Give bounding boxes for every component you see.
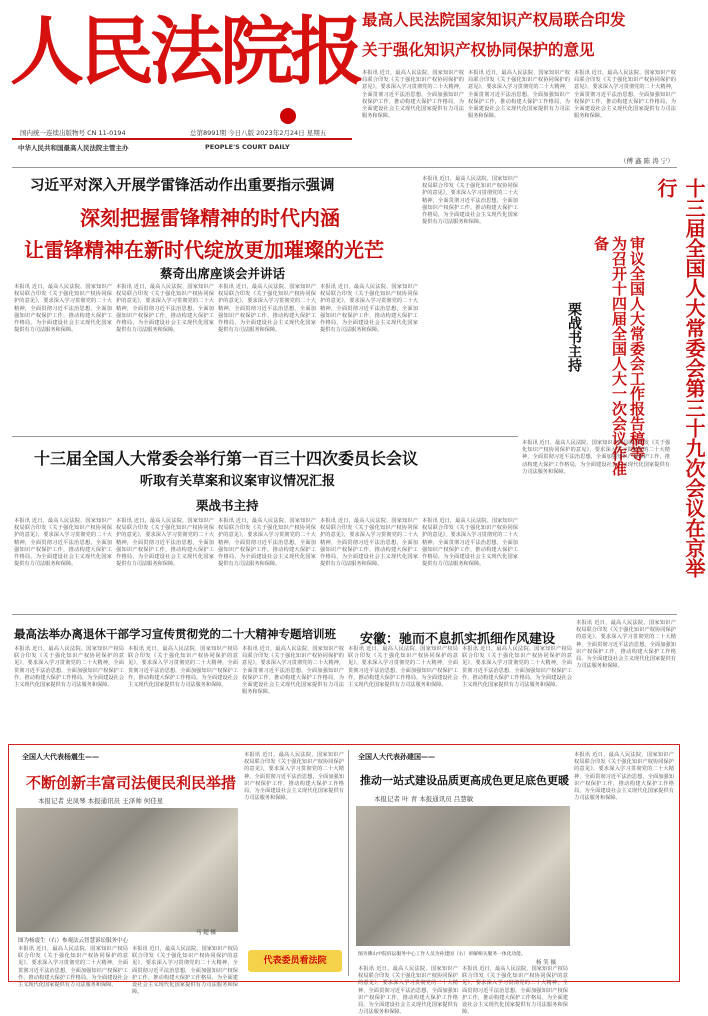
masthead-emblem bbox=[280, 108, 296, 124]
reps-right-credit: 杨 笑 摄 bbox=[536, 960, 556, 966]
divider bbox=[12, 614, 677, 615]
top-story-text-2: 本报讯 近日，最高人民法院、国家知识产权局联合印发《关于强化知识产权协同保护的意见》，要求深入学习贯彻党的二十大精神，全面贯彻习近平法治思想，全面加强知识产权保护工作，推动构建大保护工作格局，为全面建设社会主义现代化国家提供有力司法服务和保障。 bbox=[468, 70, 570, 120]
vertical-subtitle: 审议全国人大常委会工作报告稿等 为召开十四届全国人大一次会议作准备 bbox=[592, 236, 646, 476]
second-text-2: 本报讯 近日，最高人民法院、国家知识产权局联合印发《关于强化知识产权协同保护的意见》，要求深入学习贯彻党的二十大精神，全面贯彻习近平法治思想，全面加强知识产权保护工作，推动构建大保护工作格局，为全面建设社会主义现代化国家提供有力司法服务和保障。 bbox=[116, 518, 214, 568]
lead-sub: 蔡奇出席座谈会并讲话 bbox=[160, 266, 286, 281]
third-left-text-1: 本报讯 近日，最高人民法院、国家知识产权局联合印发《关于强化知识产权协同保护的意见》，要求深入学习贯彻党的二十大精神，全面贯彻习近平法治思想，全面加强知识产权保护工作，推动构建大保护工作格局，为全面建设社会主义现代化国家提供有力司法服务和保障。 bbox=[14, 646, 124, 689]
second-sub: 听取有关草案和议案审议情况汇报 bbox=[140, 474, 336, 489]
reps-right-text-3: 本报讯 近日，最高人民法院、国家知识产权局联合印发《关于强化知识产权协同保护的意见》，要求深入学习贯彻党的二十大精神，全面贯彻习近平法治思想，全面加强知识产权保护工作，推动构建大保护工作格局，为全面建设社会主义现代化国家提供有力司法服务和保障。 bbox=[574, 752, 674, 802]
third-right-text-1: 本报讯 近日，最高人民法院、国家知识产权局联合印发《关于强化知识产权协同保护的意见》，要求深入学习贯彻党的二十大精神，全面贯彻习近平法治思想，全面加强知识产权保护工作，推动构建大保护工作格局，为全面建设社会主义现代化国家提供有力司法服务和保障。 bbox=[348, 646, 458, 689]
masthead-title: 人民法院报 bbox=[10, 9, 360, 95]
english-name: PEOPLE'S COURT DAILY bbox=[205, 143, 290, 151]
reps-left-text-3: 本报讯 近日，最高人民法院、国家知识产权局联合印发《关于强化知识产权协同保护的意见》，要求深入学习贯彻党的二十大精神，全面贯彻习近平法治思想，全面加强知识产权保护工作，推动构建大保护工作格局，为全面建设社会主义现代化国家提供有力司法服务和保障。 bbox=[244, 752, 344, 802]
lead-headline-2: 让雷锋精神在新时代绽放更加璀璨的光芒 bbox=[24, 238, 384, 262]
reps-right-tag: 全国人大代表孙建国—— bbox=[358, 753, 435, 761]
top-story-title-1: 最高人民法院国家知识产权局联合印发 bbox=[362, 11, 626, 29]
vertical-headline: 十三届全国人大常委会第三十九次会议在京举行 bbox=[654, 178, 706, 578]
reps-left-caption: 图为杨震生（右）参观法云智慧诉讼服务中心 bbox=[18, 938, 129, 944]
vertical-text-1: 本报讯 近日，最高人民法院、国家知识产权局联合印发《关于强化知识产权协同保护的意见》，要求深入学习贯彻党的二十大精神，全面贯彻习近平法治思想，全面加强知识产权保护工作，推动构建大保护工作格局，为全面建设社会主义现代化国家提供有力司法服务和保障。 bbox=[522, 440, 670, 475]
reps-left-text-1: 本报讯 近日，最高人民法院、国家知识产权局联合印发《关于强化知识产权协同保护的意见》，要求深入学习贯彻党的二十大精神，全面贯彻习近平法治思想，全面加强知识产权保护工作，推动构建大保护工作格局，为全面建设社会主义现代化国家提供有力司法服务和保障。 bbox=[18, 946, 128, 989]
reps-right-headline: 推动一站式建设品质更高成色更足底色更暖 bbox=[360, 774, 569, 787]
reps-left-photo bbox=[16, 808, 238, 932]
reps-left-text-2: 本报讯 近日，最高人民法院、国家知识产权局联合印发《关于强化知识产权协同保护的意见》，要求深入学习贯彻党的二十大精神，全面贯彻习近平法治思想，全面加强知识产权保护工作，推动构建大保护工作格局，为全面建设社会主义现代化国家提供有力司法服务和保障。 bbox=[132, 946, 238, 996]
third-left-text-3: 本报讯 近日，最高人民法院、国家知识产权局联合印发《关于强化知识产权协同保护的意见》，要求深入学习贯彻党的二十大精神，全面贯彻习近平法治思想，全面加强知识产权保护工作，推动构建大保护工作格局，为全面建设社会主义现代化国家提供有力司法服务和保障。 bbox=[242, 646, 344, 696]
third-right-headline: 安徽：驰而不息抓实抓细作风建设 bbox=[360, 632, 556, 647]
second-text-5: 本报讯 近日，最高人民法院、国家知识产权局联合印发《关于强化知识产权协同保护的意见》，要求深入学习贯彻党的二十大精神，全面贯彻习近平法治思想，全面加强知识产权保护工作，推动构建大保护工作格局，为全面建设社会主义现代化国家提供有力司法服务和保障。 bbox=[422, 518, 518, 568]
lead-kicker: 习近平对深入开展学雷锋活动作出重要指示强调 bbox=[30, 178, 335, 194]
divider bbox=[348, 750, 349, 976]
divider bbox=[12, 167, 677, 168]
reps-right-byline: 本报记者 叶 青 本报通讯员 吕慧敏 bbox=[374, 795, 474, 803]
lead-text-4: 本报讯 近日，最高人民法院、国家知识产权局联合印发《关于强化知识产权协同保护的意见》，要求深入学习贯彻党的二十大精神，全面贯彻习近平法治思想，全面加强知识产权保护工作，推动构建大保护工作格局，为全面建设社会主义现代化国家提供有力司法服务和保障。 bbox=[320, 284, 418, 334]
reps-right-text-1: 本报讯 近日，最高人民法院、国家知识产权局联合印发《关于强化知识产权协同保护的意见》，要求深入学习贯彻党的二十大精神，全面贯彻习近平法治思想，全面加强知识产权保护工作，推动构建大保护工作格局，为全面建设社会主义现代化国家提供有力司法服务和保障。 bbox=[358, 966, 458, 1016]
reps-right-photo bbox=[356, 806, 570, 946]
reps-left-badge: 代表委员看法院 bbox=[248, 950, 342, 972]
second-text-1: 本报讯 近日，最高人民法院、国家知识产权局联合印发《关于强化知识产权协同保护的意见》，要求深入学习贯彻党的二十大精神，全面贯彻习近平法治思想，全面加强知识产权保护工作，推动构建大保护工作格局，为全面建设社会主义现代化国家提供有力司法服务和保障。 bbox=[14, 518, 112, 568]
second-presider: 栗战书主持 bbox=[196, 498, 259, 513]
top-story-editor: （傅 鑫 陈 涛 宁） bbox=[620, 157, 674, 165]
second-text-4: 本报讯 近日，最高人民法院、国家知识产权局联合印发《关于强化知识产权协同保护的意见》，要求深入学习贯彻党的二十大精神，全面贯彻习近平法治思想，全面加强知识产权保护工作，推动构建大保护工作格局，为全面建设社会主义现代化国家提供有力司法服务和保障。 bbox=[320, 518, 418, 568]
divider bbox=[12, 436, 518, 437]
third-right-text-3: 本报讯 近日，最高人民法院、国家知识产权局联合印发《关于强化知识产权协同保护的意见》，要求深入学习贯彻党的二十大精神，全面贯彻习近平法治思想，全面加强知识产权保护工作，推动构建大保护工作格局，为全面建设社会主义现代化国家提供有力司法服务和保障。 bbox=[576, 620, 676, 670]
third-left-headline: 最高法举办离退休干部学习宣传贯彻党的二十大精神专题培训班 bbox=[14, 627, 336, 641]
reps-left-headline: 不断创新丰富司法便民利民举措 bbox=[26, 774, 237, 792]
lead-text-2: 本报讯 近日，最高人民法院、国家知识产权局联合印发《关于强化知识产权协同保护的意见》，要求深入学习贯彻党的二十大精神，全面贯彻习近平法治思想，全面加强知识产权保护工作，推动构建大保护工作格局，为全面建设社会主义现代化国家提供有力司法服务和保障。 bbox=[116, 284, 214, 334]
third-left-text-2: 本报讯 近日，最高人民法院、国家知识产权局联合印发《关于强化知识产权协同保护的意见》，要求深入学习贯彻党的二十大精神，全面贯彻习近平法治思想，全面加强知识产权保护工作，推动构建大保护工作格局，为全面建设社会主义现代化国家提供有力司法服务和保障。 bbox=[128, 646, 238, 689]
reps-left-tag: 全国人大代表杨震生—— bbox=[22, 753, 99, 761]
issue-info: 总第8991期 今日八版 2023年2月24日 星期五 bbox=[190, 129, 327, 137]
reps-right-caption: 图为佛山中院诉讼服务中心工作人员为孙建国（右）讲解相关服务一体化功能。 bbox=[358, 952, 526, 957]
second-headline: 十三届全国人大常委会举行第一百三十四次委员长会议 bbox=[34, 449, 419, 468]
lead-text-3: 本报讯 近日，最高人民法院、国家知识产权局联合印发《关于强化知识产权协同保护的意见》，要求深入学习贯彻党的二十大精神，全面贯彻习近平法治思想，全面加强知识产权保护工作，推动构建大保护工作格局，为全面建设社会主义现代化国家提供有力司法服务和保障。 bbox=[218, 284, 316, 334]
cn-number: 国内统一连续出版物号 CN 11-0194 bbox=[20, 129, 126, 137]
publisher-line: 中华人民共和国最高人民法院主管主办 bbox=[18, 144, 129, 152]
reps-left-byline: 本报记者 史凤琴 本报通讯员 王泽帅 何佳星 bbox=[38, 797, 164, 805]
lead-text-5: 本报讯 近日，最高人民法院、国家知识产权局联合印发《关于强化知识产权协同保护的意见》，要求深入学习贯彻党的二十大精神，全面贯彻习近平法治思想，全面加强知识产权保护工作，推动构建大保护工作格局，为全面建设社会主义现代化国家提供有力司法服务和保障。 bbox=[422, 176, 518, 226]
top-story-title-2: 关于强化知识产权协同保护的意见 bbox=[362, 41, 595, 59]
lead-headline-1: 深刻把握雷锋精神的时代内涵 bbox=[80, 206, 340, 230]
top-story-text-3: 本报讯 近日，最高人民法院、国家知识产权局联合印发《关于强化知识产权协同保护的意见》，要求深入学习贯彻党的二十大精神，全面贯彻习近平法治思想，全面加强知识产权保护工作，推动构建大保护工作格局，为全面建设社会主义现代化国家提供有力司法服务和保障。 bbox=[574, 70, 676, 120]
top-story-text-1: 本报讯 近日，最高人民法院、国家知识产权局联合印发《关于强化知识产权协同保护的意见》，要求深入学习贯彻党的二十大精神，全面贯彻习近平法治思想，全面加强知识产权保护工作，推动构建大保护工作格局，为全面建设社会主义现代化国家提供有力司法服务和保障。 bbox=[362, 70, 464, 120]
second-text-3: 本报讯 近日，最高人民法院、国家知识产权局联合印发《关于强化知识产权协同保护的意见》，要求深入学习贯彻党的二十大精神，全面贯彻习近平法治思想，全面加强知识产权保护工作，推动构建大保护工作格局，为全面建设社会主义现代化国家提供有力司法服务和保障。 bbox=[218, 518, 316, 568]
third-right-text-2: 本报讯 近日，最高人民法院、国家知识产权局联合印发《关于强化知识产权协同保护的意见》，要求深入学习贯彻党的二十大精神，全面贯彻习近平法治思想，全面加强知识产权保护工作，推动构建大保护工作格局，为全面建设社会主义现代化国家提供有力司法服务和保障。 bbox=[462, 646, 572, 689]
vertical-presider: 栗战书主持 bbox=[566, 302, 582, 372]
reps-right-text-2: 本报讯 近日，最高人民法院、国家知识产权局联合印发《关于强化知识产权协同保护的意见》，要求深入学习贯彻党的二十大精神，全面贯彻习近平法治思想，全面加强知识产权保护工作，推动构建大保护工作格局，为全面建设社会主义现代化国家提供有力司法服务和保障。 bbox=[462, 966, 568, 1016]
masthead-rule bbox=[12, 138, 352, 140]
reps-left-credit: 马 超 摄 bbox=[196, 930, 216, 936]
lead-text-1: 本报讯 近日，最高人民法院、国家知识产权局联合印发《关于强化知识产权协同保护的意见》，要求深入学习贯彻党的二十大精神，全面贯彻习近平法治思想，全面加强知识产权保护工作，推动构建大保护工作格局，为全面建设社会主义现代化国家提供有力司法服务和保障。 bbox=[14, 284, 112, 334]
